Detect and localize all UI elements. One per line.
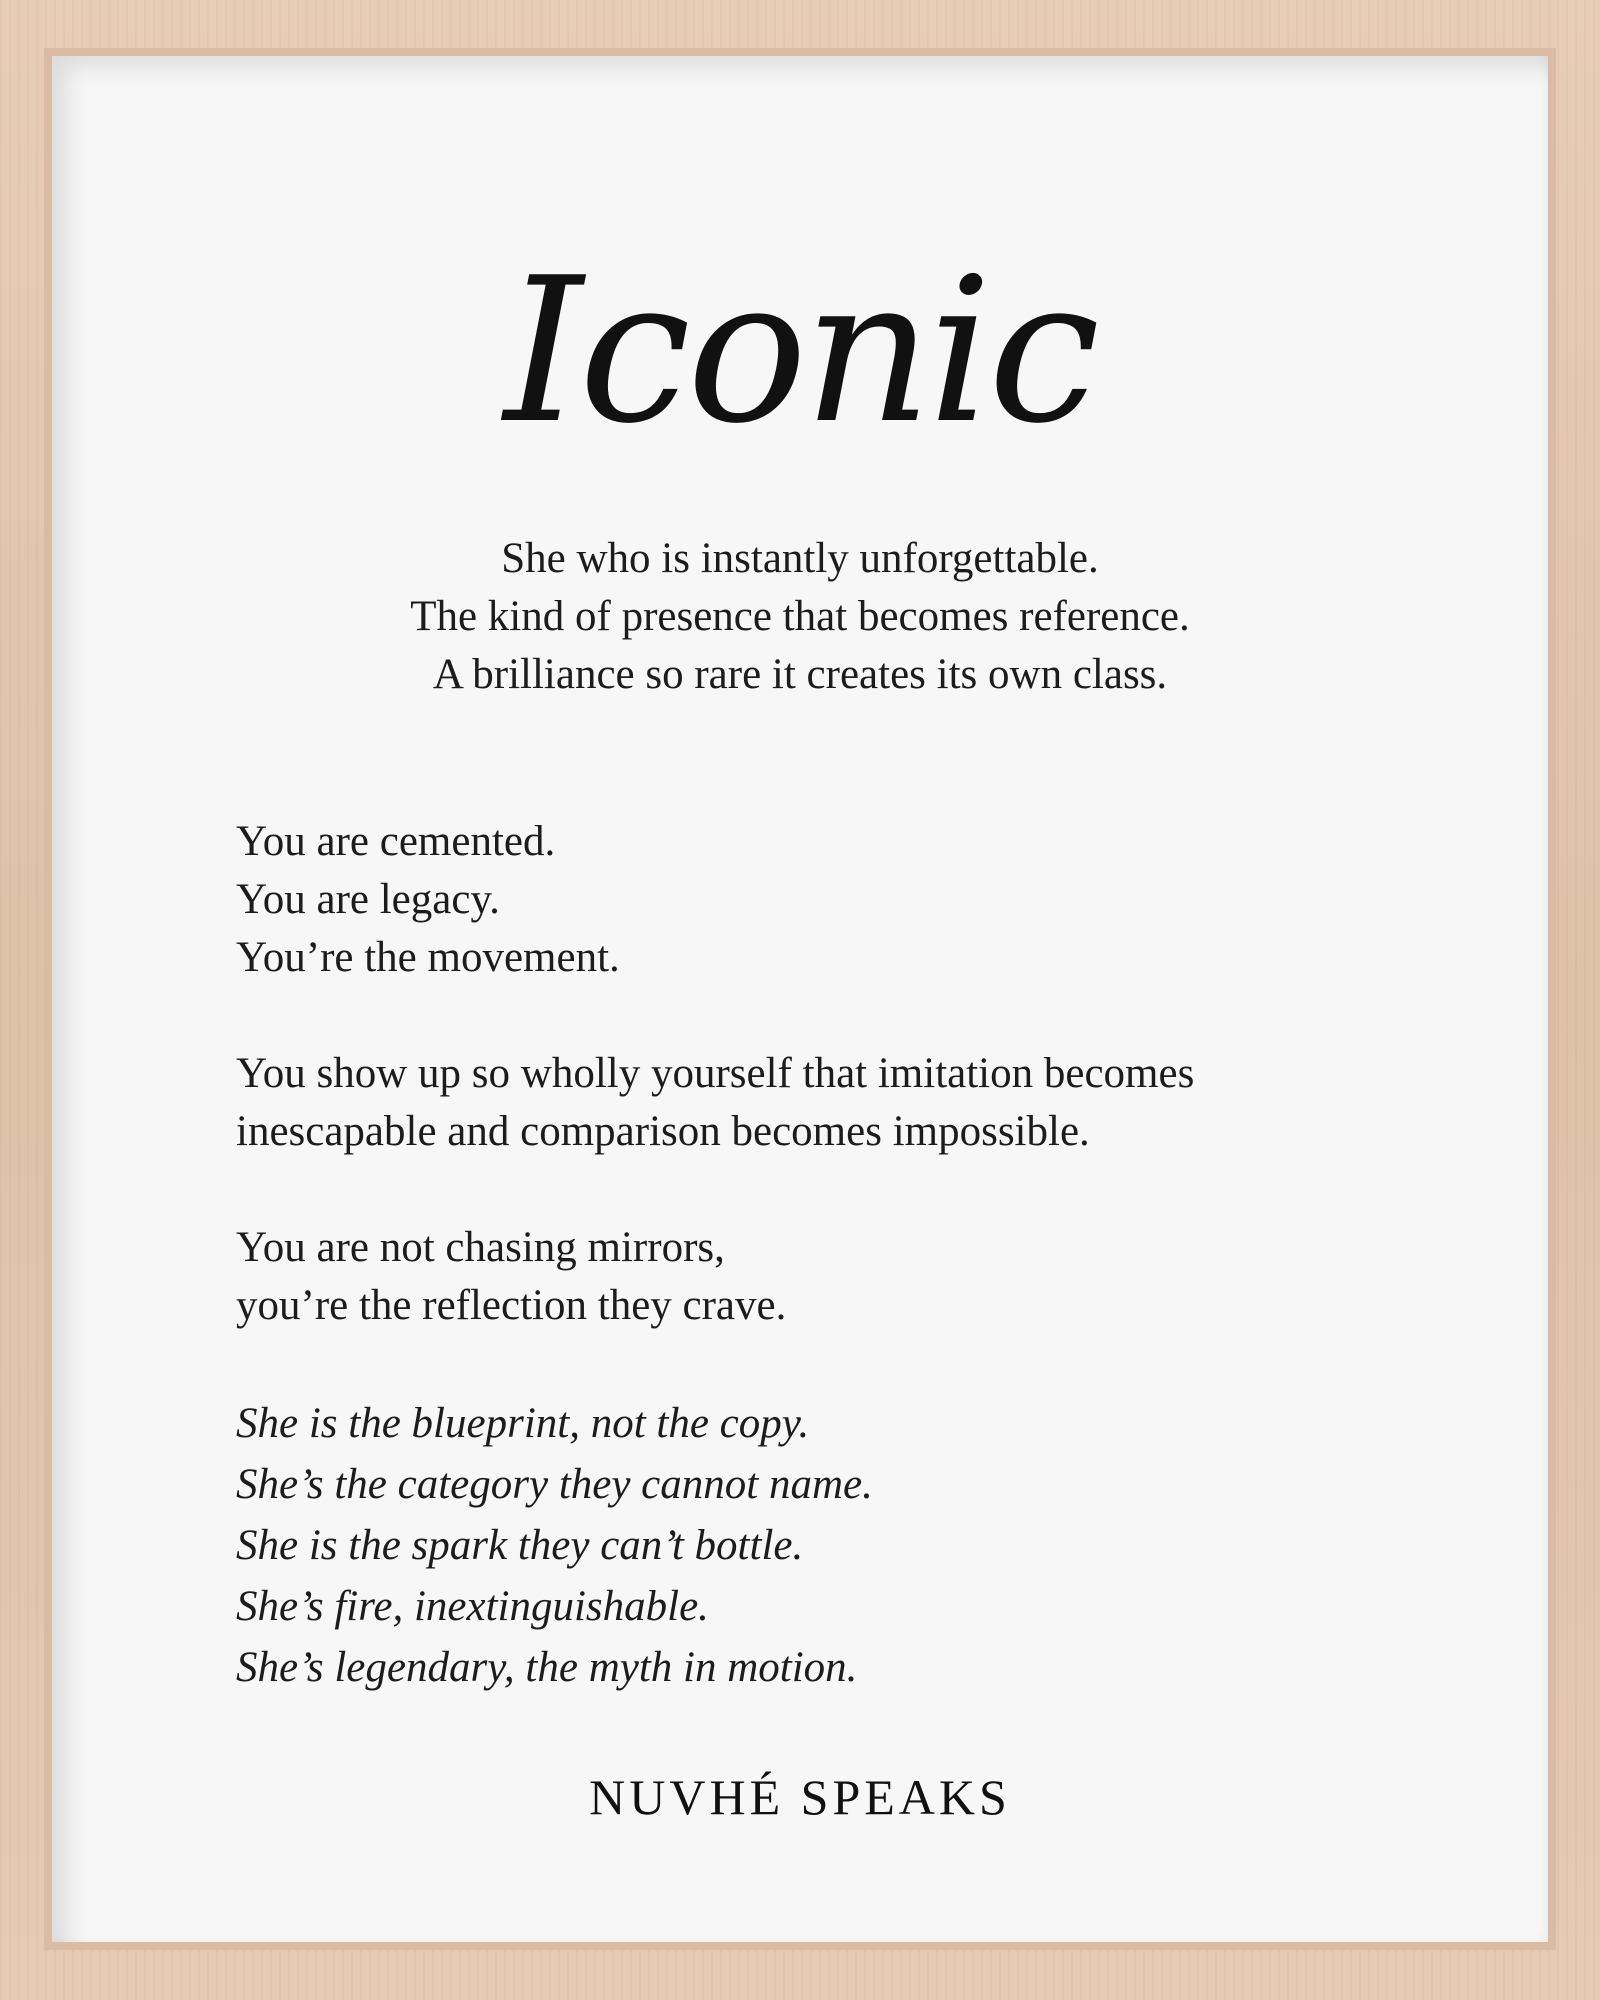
poem-line: inescapable and comparison becomes impossible. <box>236 1108 1090 1155</box>
poem-line: You are legacy. <box>236 876 500 923</box>
author-signature: NUVHÉ SPEAKS <box>589 1769 1011 1825</box>
poem-line: She is the blueprint, not the copy. <box>236 1400 810 1447</box>
stanza-2 <box>236 1045 1436 1161</box>
poem-line: you’re the reflection they crave. <box>236 1282 787 1329</box>
poster-title: Iconic <box>503 235 1097 468</box>
intro-line: A brilliance so rare it creates its own class. <box>432 651 1168 698</box>
poem-line: You are not chasing mirrors, <box>236 1224 725 1271</box>
intro-line: The kind of presence that becomes reference. <box>410 593 1190 640</box>
poem-line: She’s the category they cannot name. <box>236 1461 873 1508</box>
poem-body <box>236 813 1436 1698</box>
poem-line: She’s legendary, the myth in motion. <box>236 1644 858 1691</box>
poem-line: You are cemented. <box>236 818 556 865</box>
poem-line: You show up so wholly yourself that imitation becomes <box>236 1050 1195 1097</box>
stanza-1 <box>236 813 1436 987</box>
intro-block <box>0 530 1600 704</box>
poem-line: You’re the movement. <box>236 934 620 981</box>
intro-line: She who is instantly unforgettable. <box>501 535 1099 582</box>
poem-line: She is the spark they can’t bottle. <box>236 1522 804 1569</box>
poem-line: She’s fire, inextinguishable. <box>236 1583 709 1630</box>
stanza-4 <box>236 1393 1436 1698</box>
stanza-3 <box>236 1219 1436 1335</box>
